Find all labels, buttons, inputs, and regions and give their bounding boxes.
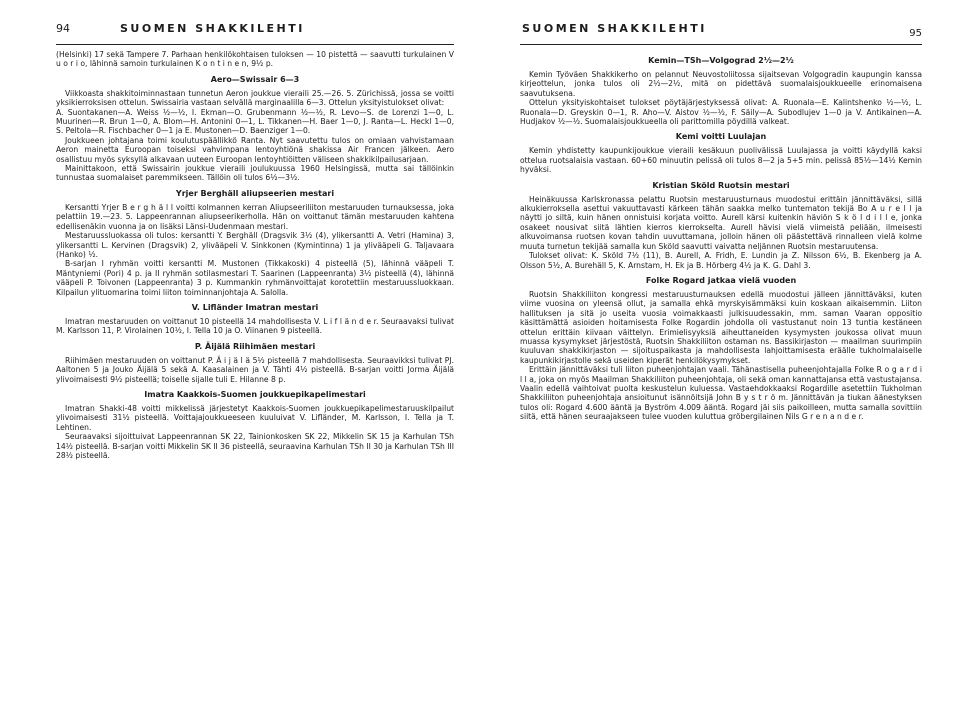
- article-heading: V. Lifländer Imatran mestari: [191, 302, 319, 312]
- paragraph: Imatran Shakki-48 voitti mikkelissä järjestetyt Kaakkois-Suomen joukkuepikapelimestaruuskilpailut ylivoimaisesti 31½ pisteellä. Voittajajoukkueeseen kuuluivat V. Lifländer, M. Karlsson, I. Tella ja T. Lehtinen.: [56, 403, 454, 432]
- left-page-body: [56, 45, 454, 460]
- article-heading: Kristian Sköld Ruotsin mestari: [652, 180, 790, 190]
- right-running-title: SUOMEN SHAKKILEHTI: [522, 22, 707, 35]
- right-page: [520, 0, 922, 705]
- right-page-body: [520, 45, 922, 422]
- paragraph: Kersantti Yrjer B e r g h ä l l voitti kolmannen kerran Aliupseeriliiton mestaruuden turnauksessa, joka pelattiin 19.—23. 5. Lappeenrannan aliupseerikerholla. Hän on voittanut tämän mestaruuden kahtena edellisenäkin vuonna ja on lisäksi Länsi-Uudenmaan mestari.: [56, 202, 454, 231]
- article-heading: P. Äijälä Riihimäen mestari: [194, 341, 316, 351]
- paragraph: Riihimäen mestaruuden on voittanut P. Ä i j ä l ä 5½ pisteellä 7 mahdollisesta. Seuraavikksi tulivat PJ. Aaltonen 5 ja Jouko Äijälä 5 sekä A. Kaasalainen ja V. Tähti 4½ pisteellä. B-sarjan voitti Jorma Äijälä ylivoimaisesti 9½ pisteellä; toiselle sijalle tuli E. Hilanne 8 p.: [56, 355, 454, 384]
- paragraph: Ottelun yksityiskohtaiset tulokset pöytäjärjestyksessä olivat: A. Ruonala—E. Kalintshenko ½—½, L. Ruonala—D. Greyskin 0—1, R. Aho—V. Aistov ½—½, F. Säily—A. Subodlujev 1—0 ja V. Antikainen—A. Hudjakov ½—½. Suomalaisjoukkueella oli parittomilla pöydillä valkeat.: [520, 98, 922, 127]
- paragraph: Heinäkuussa Karlskronassa pelattu Ruotsin mestaruusturnaus muodostui erittäin jännittäväksi, sillä alkukierroksella asettui vakuuttavasti kärkeen tähän saakka melko tuntematon tekijä Bo A u r e l l ja näytti jo siltä, kuin hänen onnistuisi korjata voitto. Aurell kärsi kuitenkin häviön S k ö l d i l l e, jonka osakeet nousivat siitä lähtien kierros kierrokselta. Aurell hävisi vielä viimeistä peliään, ilmeisesti alkuvoimansa ruotsen kovan tahdin uuvuttamana, jolloin hänen oli päästettävä rinnalleen vielä kolme muuta turnetun tekijää samalla kun Sköld saavutti vaivatta neljännen Ruotsin mestaruutensa.: [520, 194, 922, 251]
- paragraph: Imatran mestaruuden on voittanut 10 pisteellä 14 mahdollisesta V. L i f l ä n d e r. Seuraavaksi tulivat M. Karlsson 11, P. Virolainen 10½, I. Tella 10 ja O. Viinanen 9 pisteellä.: [56, 316, 454, 336]
- article-heading: Aero—Swissair 6—3: [210, 74, 300, 84]
- article-heading: Kemin—TSh—Volgograd 2½—2½: [648, 56, 794, 65]
- paragraph: Seuraavaksi sijoittuivat Lappeenrannan SK 22, Tainionkosken SK 22, Mikkelin SK 15 ja Karhulan TSh 14½ pisteellä. B-sarjan voitti Mikkelin SK II 36 pisteellä, seuraavina Karhulan TSh II 30 ja Karhulan TSh III 28½ pisteellä.: [56, 432, 454, 460]
- right-page-header: [520, 22, 922, 45]
- paragraph: B-sarjan I ryhmän voitti kersantti M. Mustonen (Tikkakoski) 4 pisteellä (5), lähinnä vääpeli T. Mäntyniemi (Pori) 4 p. ja II ryhmän sotilasmestari T. Saarinen (Lappeenranta) 3½ pisteellä (4), lähinnä vääpeli P. Toivonen (Lappeenranta) 3 p. Kummankin ryhmänvoittajat korotettiin mestaruussluokkaan. Kilpailun ylituomarina toimi liiton toiminnanjohtaja A. Salolla.: [56, 259, 454, 297]
- left-page-header: [56, 22, 454, 45]
- article-heading: Yrjer Berghäll aliupseerien mestari: [175, 188, 335, 198]
- article-heading: Folke Rogard jatkaa vielä vuoden: [645, 275, 797, 285]
- paragraph: Tulokset olivat: K. Sköld 7½ (11), B. Aurell, A. Fridh, E. Lundin ja Z. Nilsson 6½, B. Ekenberg ja A. Olsson 5½, A. Burehäll 5, K. Arnstam, H. Ek ja B. Hörberg 4½ ja K. G. Dahl 3.: [520, 251, 922, 270]
- paragraph: (Helsinki) 17 sekä Tampere 7. Parhaan henkilökohtaisen tuloksen — 10 pistettä — saavutti turkulainen V u o r i o, lähinnä samoin turkulainen K o n t i n e n, 9½ p.: [56, 50, 454, 69]
- left-page-number: 94: [56, 22, 70, 35]
- left-page: [56, 0, 454, 705]
- left-running-title: SUOMEN SHAKKILEHTI: [120, 22, 305, 35]
- right-page-number: 95: [909, 28, 922, 39]
- paragraph: Joukkueen johtajana toimi koulutuspäällikkö Ranta. Nyt saavutettu tulos on omiaan vahvistamaan Aeron mainetta Euroopan toiseksi vahvimpana lentoyhtiönä shakissa Air Francen jälkeen. Aero osallistuu myös syksyllä alkavaan uuteen Euroopan lentoyhtiöitten väliseen shakkikilpailusarjaan.: [56, 135, 454, 164]
- paragraph: Viikkoasta shakkitoiminnastaan tunnetun Aeron joukkue vieraili 25.—26. 5. Zürichissä, jossa se voitti yksikierroksisen ottelun. Swissairia vastaan selvällä marginaalilla 6—3. Ottelun yksityistulokset olivat:: [56, 88, 454, 108]
- paragraph: Mestaruussluokassa oli tulos: kersantti Y. Berghäll (Dragsvik 3½ (4), ylikersantti A. Vetri (Hamina) 3, ylikersantti L. Kervinen (Dragsvik) 2, ylivääpeli V. Sinkkonen (Kymintinna) 1 ja ylivääpeli G. Taljavaara (Hanko) ½.: [56, 231, 454, 259]
- paragraph: Erittäin jännittäväksi tuli liiton puheenjohtajan vaali. Tähänastisella puheenjohtajalla Folke R o g a r d i l l a, joka on myös Maailman Shakkiliiton puheenjohtaja, oli sekä oman kannattajansa että vastustajansa. Vaalin edellä vaihtoivat puolta keskustelun kuluessa. Vastaehdokkaaksi Rogardille asetettiin Tukholman Shakkiliiton puheenjohtaja ansioitunut isännöitsijä John B y s t r ö m. Jännittävän ja tiukan äänestyksen tulos oli: Rogard 4.600 ääntä ja Byström 4.009 ääntä. Rogard jäi siis paikoilleen, mutta samalla sovittiin siitä, että hänen seuraajakseen tulee vuoden kuluttua gröbergilainen Nils G r e n a n d e r.: [520, 365, 922, 422]
- paragraph: Ruotsin Shakkiliiton kongressi mestaruusturnauksen edellä muodostui jälleen jännittäväksi, kuten viime vuosina on yleensä ollut, ja samalla ehkä myrskyisämmäksi kuin koskaan aikaisemmin. Liiton hallituksen ja sitä jo useita vuosia voimakkaasti julkisuudessakin, mm. saman Vaaran oppositio käsittämättä asioiden hoitamisesta Folke Rogardin johdolla oli vastustanut noin 13 tuntia kestäneen ottelun erittäin kiivaan väittelyn. Erimielisyyksiä aiheuttaneiden kysymysten joukossa olivat muun muassa kysymykset järjestöstä, Ruotsin Shakkiliiton ostaman ns. Bassikirjaston — maailman suurimpiin kuuluvan shakkikirjaston — sijoituspaikasta ja mahdollisesta lahjoittamisesta eräälle tukholmalaiselle kaupunkikirjastolle sekä useiden kiperät henkilökysymykset.: [520, 289, 922, 365]
- article-heading: Kemi voitti Luulajan: [675, 132, 767, 142]
- paragraph: Kemin yhdistetty kaupunkijoukkue vieraili kesäkuun puolivälissä Luulajassa ja voitti käydyllä kaksi ottelua ruotsalaisia vastaan. 60+60 minuutin pelissä oli tulos 8—2 ja 5+5 min. pelissä 85½—14½ Kemin hyväksi.: [520, 146, 922, 175]
- article-heading: Imatra Kaakkois-Suomen joukkuepikapelimestari: [144, 389, 366, 399]
- paragraph: Mainittakoon, että Swissairin joukkue vieraili joulukuussa 1960 Helsingissä, mutta sai tällöinkin tunnustaa suomalaiset paremmikseen. Tällöin oli tulos 6½—3½.: [56, 164, 454, 183]
- paragraph: A. Suontakanen—A. Weiss ½—½, I. Ekman—O. Grubenmann ½—½, R. Levo—S. de Lorenzi 1—0, L. Muurinen—R. Brun 1—0, A. Blom—H. Antonini 0—1, L. Tikkanen—H. Baer 1—0, J. Ranta—L. Heckl 1—0, S. Peltola—R. Fischbacher 0—1 ja E. Mustonen—D. Baenziger 1—0.: [56, 107, 454, 136]
- paragraph: Kemin Työväen Shakkikerho on pelannut Neuvostoliitossa sijaitsevan Volgogradin kaupungin kanssa kirjeottelun, jonka tulos oli 2½—2½, mitä on pidettävä suomalaisjoukkueelle erinomaisena saavutuksena.: [520, 70, 922, 98]
